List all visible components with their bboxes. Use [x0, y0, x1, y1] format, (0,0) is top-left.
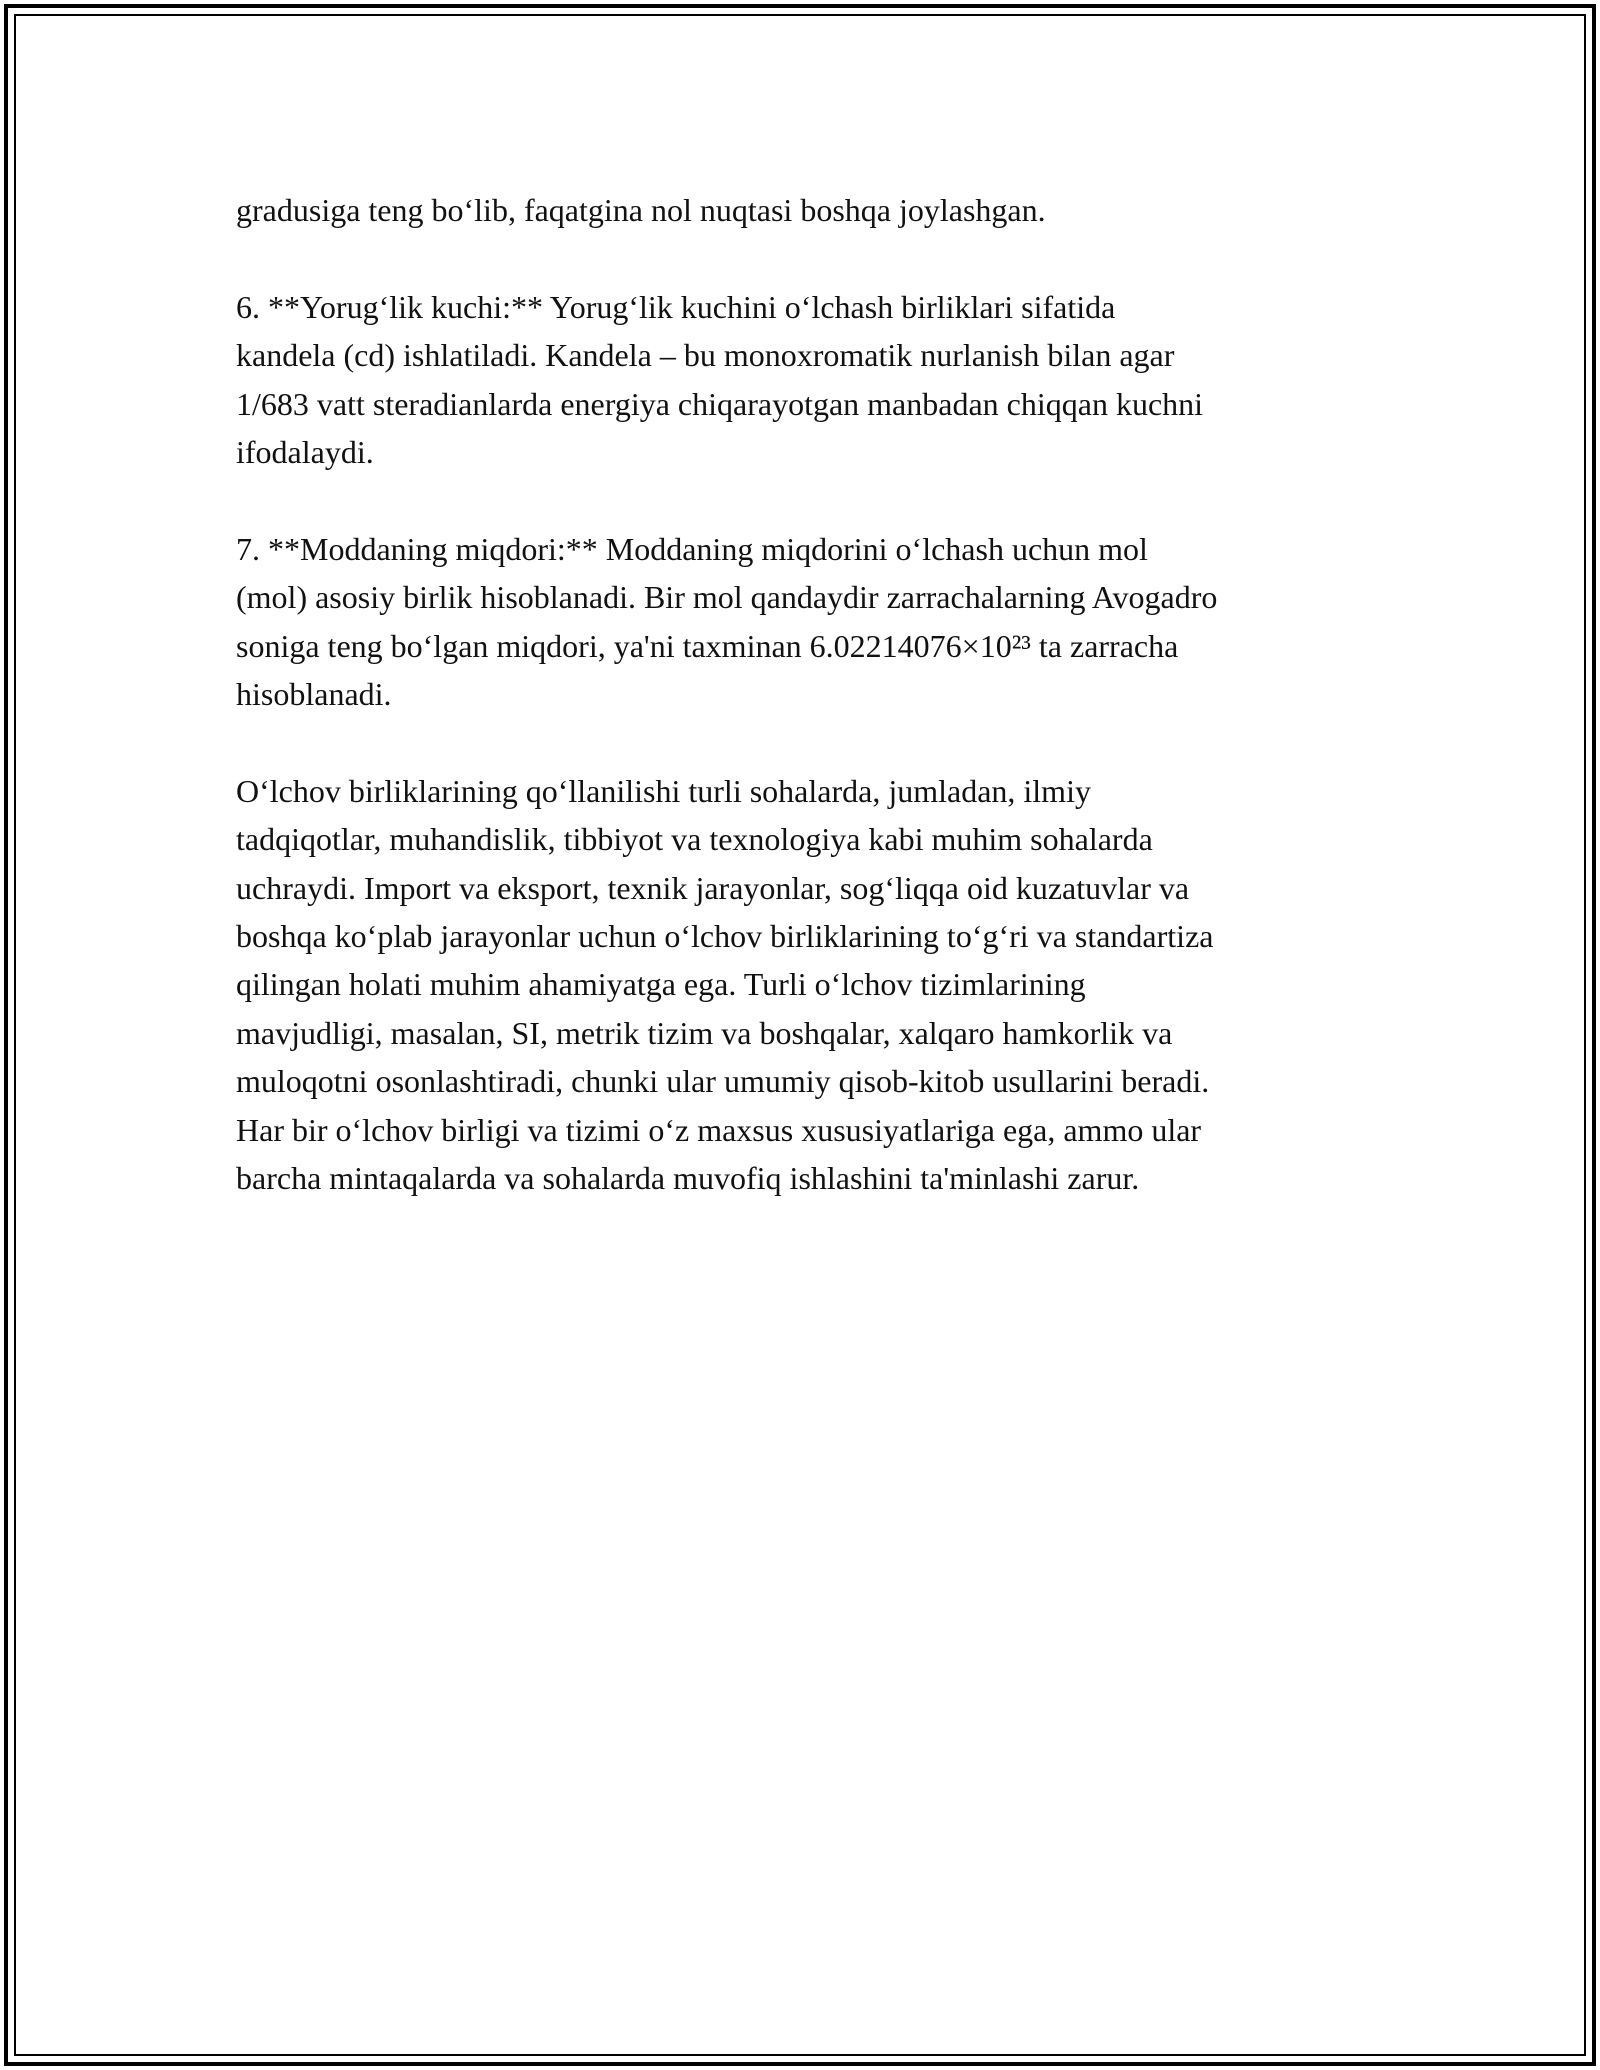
paragraph-amount-of-substance	[236, 525, 1386, 719]
text-line: uchraydi. Import va eksport, texnik jarayonlar, sog‘liqqa oid kuzatuvlar va	[236, 869, 1190, 906]
text-line: ifodalaydi.	[236, 434, 374, 471]
paragraph-luminous-intensity	[236, 283, 1386, 477]
text-line: boshqa ko‘plab jarayonlar uchun o‘lchov birliklarining to‘g‘ri va standartiza	[236, 918, 1214, 955]
text-line: 1/683 vatt steradianlarda energiya chiqarayotgan manbadan chiqqan kuchni	[236, 385, 1204, 422]
text-line: kandela (cd) ishlatiladi. Kandela – bu monoxromatik nurlanish bilan agar	[236, 337, 1175, 374]
text-line: 7. **Moddaning miqdori:** Moddaning miqdorini o‘lchash uchun mol	[236, 530, 1148, 567]
text-line: soniga teng bo‘lgan miqdori, ya'ni taxminan 6.02214076×10²³ ta zarracha	[236, 627, 1179, 664]
text-line: (mol) asosiy birlik hisoblanadi. Bir mol qandaydir zarrachalarning Avogadro	[236, 579, 1218, 616]
text-line: barcha mintaqalarda va sohalarda muvofiq ishlashini ta'minlashi zarur.	[236, 1160, 1140, 1197]
text-line: mavjudligi, masalan, SI, metrik tizim va boshqalar, xalqaro hamkorlik va	[236, 1014, 1173, 1051]
text-line: gradusiga teng bo‘lib, faqatgina nol nuqtasi boshqa joylashgan.	[236, 192, 1046, 228]
paragraph-temperature-continuation	[236, 186, 1386, 234]
text-line: Har bir o‘lchov birligi va tizimi o‘z maxsus xususiyatlariga ega, ammo ular	[236, 1111, 1202, 1148]
document-body	[236, 186, 1386, 1251]
text-line: qilingan holati muhim ahamiyatga ega. Turli o‘lchov tizimlarining	[236, 966, 1086, 1003]
paragraph-applications	[236, 767, 1386, 1203]
text-line: tadqiqotlar, muhandislik, tibbiyot va texnologiya kabi muhim sohalarda	[236, 821, 1153, 858]
text-line: hisoblanadi.	[236, 676, 392, 713]
text-line: muloqotni osonlashtiradi, chunki ular umumiy qisob-kitob usullarini beradi.	[236, 1063, 1210, 1100]
text-line: O‘lchov birliklarining qo‘llanilishi turli sohalarda, jumladan, ilmiy	[236, 772, 1091, 809]
text-line: 6. **Yorug‘lik kuchi:** Yorug‘lik kuchini o‘lchash birliklari sifatida	[236, 288, 1116, 325]
